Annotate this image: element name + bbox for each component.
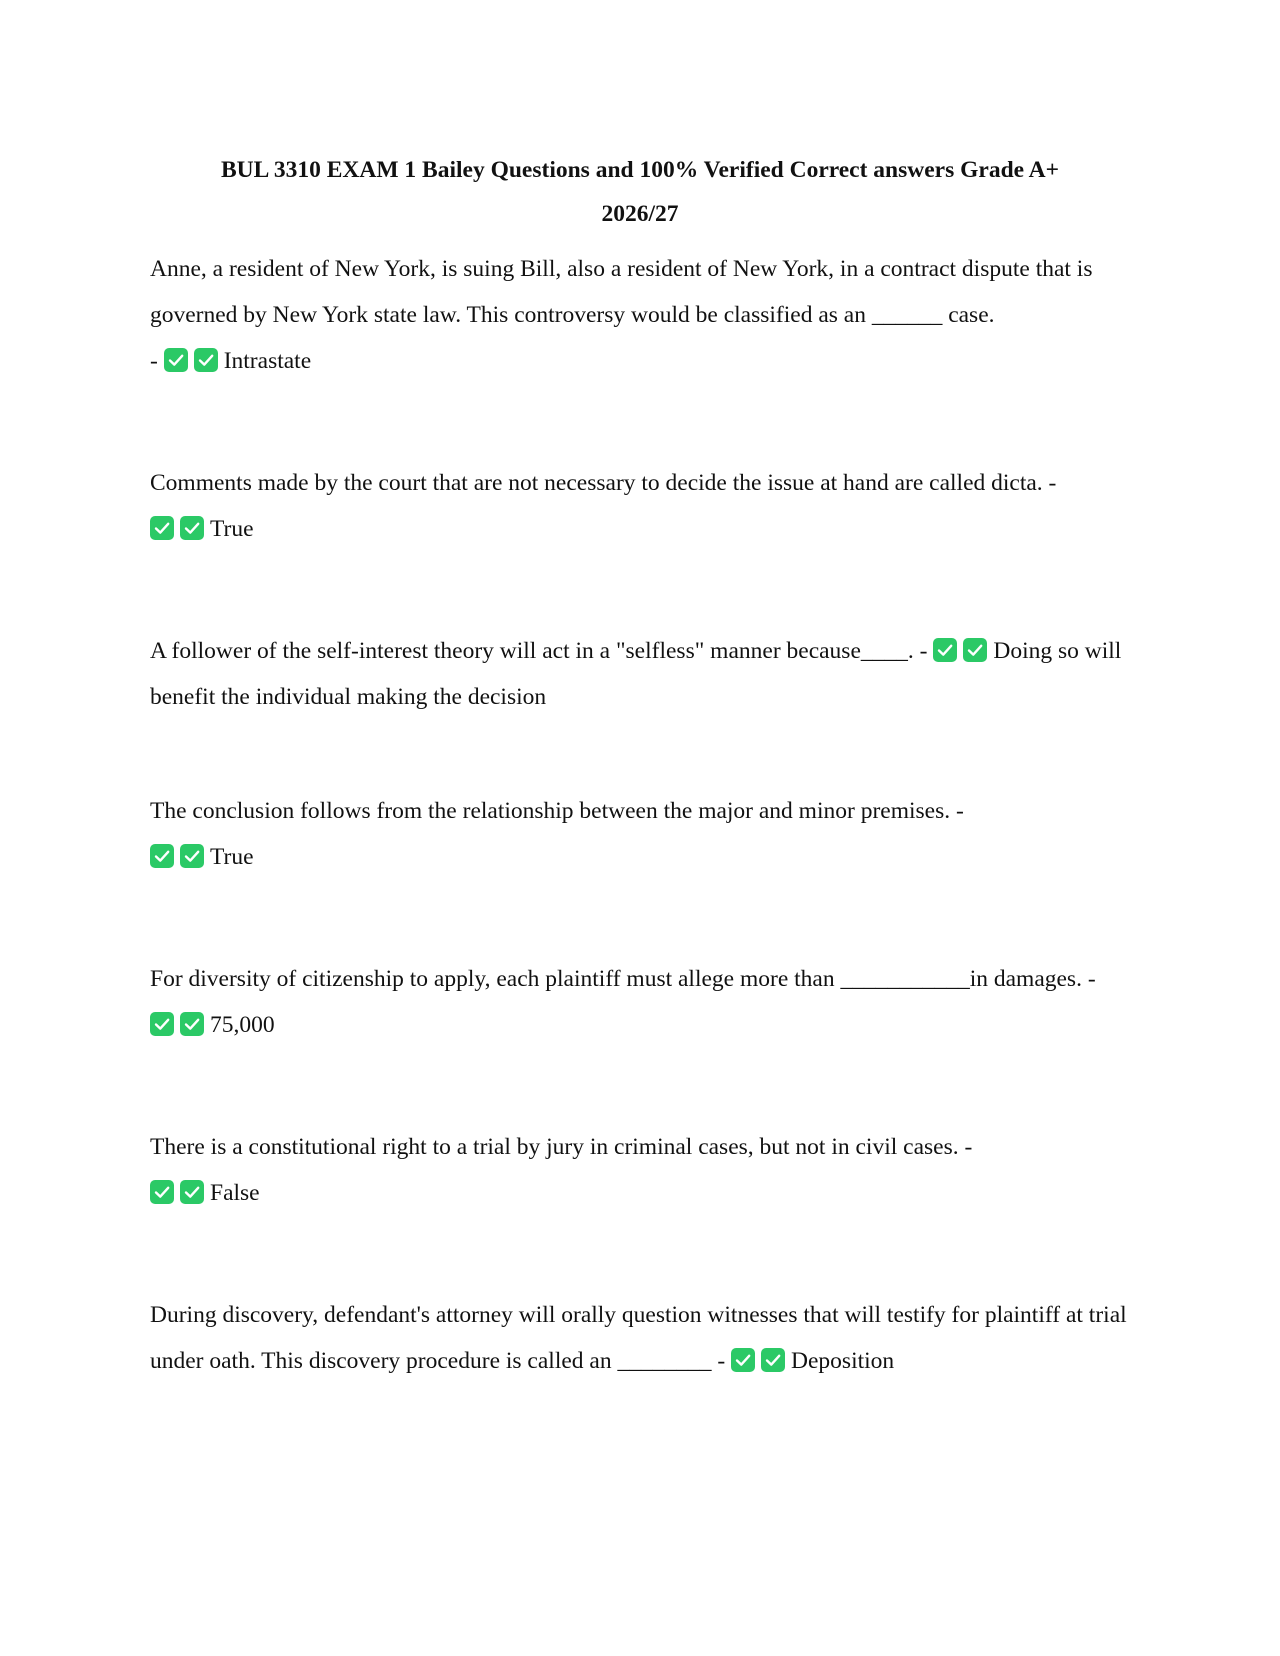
check-mark-icon [150,844,174,868]
qa-item [150,788,1130,880]
answer-separator: - [958,1134,973,1160]
qa-item [150,956,1130,1048]
check-mark-icon [164,348,188,372]
check-mark-icon [761,1348,785,1372]
document-title [150,148,1130,236]
answer-text: Deposition [791,1348,895,1374]
check-mark-icon [180,844,204,868]
check-mark-icon [963,638,987,662]
question-text: Anne, a resident of New York, is suing Bill, also a resident of New York, in a contract dispute that is governed by New York state law. This controversy would be classified as an ______ case. [150,256,1093,328]
answer-text: True [210,516,254,542]
question-text: A follower of the self-interest theory will act in a "selfless" manner because____. [150,638,914,664]
answer-text: False [210,1180,260,1206]
check-mark-icon [150,516,174,540]
answer-separator: - [1042,470,1057,496]
check-mark-icon [150,1012,174,1036]
answer-text: True [210,844,254,870]
answer-text: Doing so will benefit the individual making the decision [150,638,1122,710]
question-text: There is a constitutional right to a trial by jury in criminal cases, but not in civil cases. [150,1134,959,1160]
check-mark-icon [731,1348,755,1372]
title-line-1: BUL 3310 EXAM 1 Bailey Questions and 100% Verified Correct answers Grade A+ [220,157,1060,183]
qa-item [150,628,1130,720]
question-text: The conclusion follows from the relationship between the major and minor premises. [150,798,951,824]
check-mark-icon [180,1180,204,1204]
answer-separator: - [150,348,164,374]
question-text: Comments made by the court that are not necessary to decide the issue at hand are called dicta. [150,470,1043,496]
check-mark-icon [180,516,204,540]
document-page [150,148,1130,1384]
qa-item [150,460,1130,552]
answer-text: 75,000 [210,1012,275,1038]
check-mark-icon [194,348,218,372]
qa-item [150,1292,1130,1384]
answer-separator: - [913,638,934,664]
qa-item [150,246,1130,384]
answer-separator: - [1081,966,1096,992]
title-line-2: 2026/27 [601,201,679,227]
qa-item [150,1124,1130,1216]
question-text: During discovery, defendant's attorney will orally question witnesses that will testify for plaintiff at trial under oath. This discovery procedure is called an ________ [150,1302,1127,1374]
check-mark-icon [933,638,957,662]
check-mark-icon [150,1180,174,1204]
answer-separator: - [950,798,964,824]
answer-separator: - [711,1348,732,1374]
question-text: For diversity of citizenship to apply, each plaintiff must allege more than ___________in damages. [150,966,1082,992]
answer-text: Intrastate [223,348,312,374]
check-mark-icon [180,1012,204,1036]
